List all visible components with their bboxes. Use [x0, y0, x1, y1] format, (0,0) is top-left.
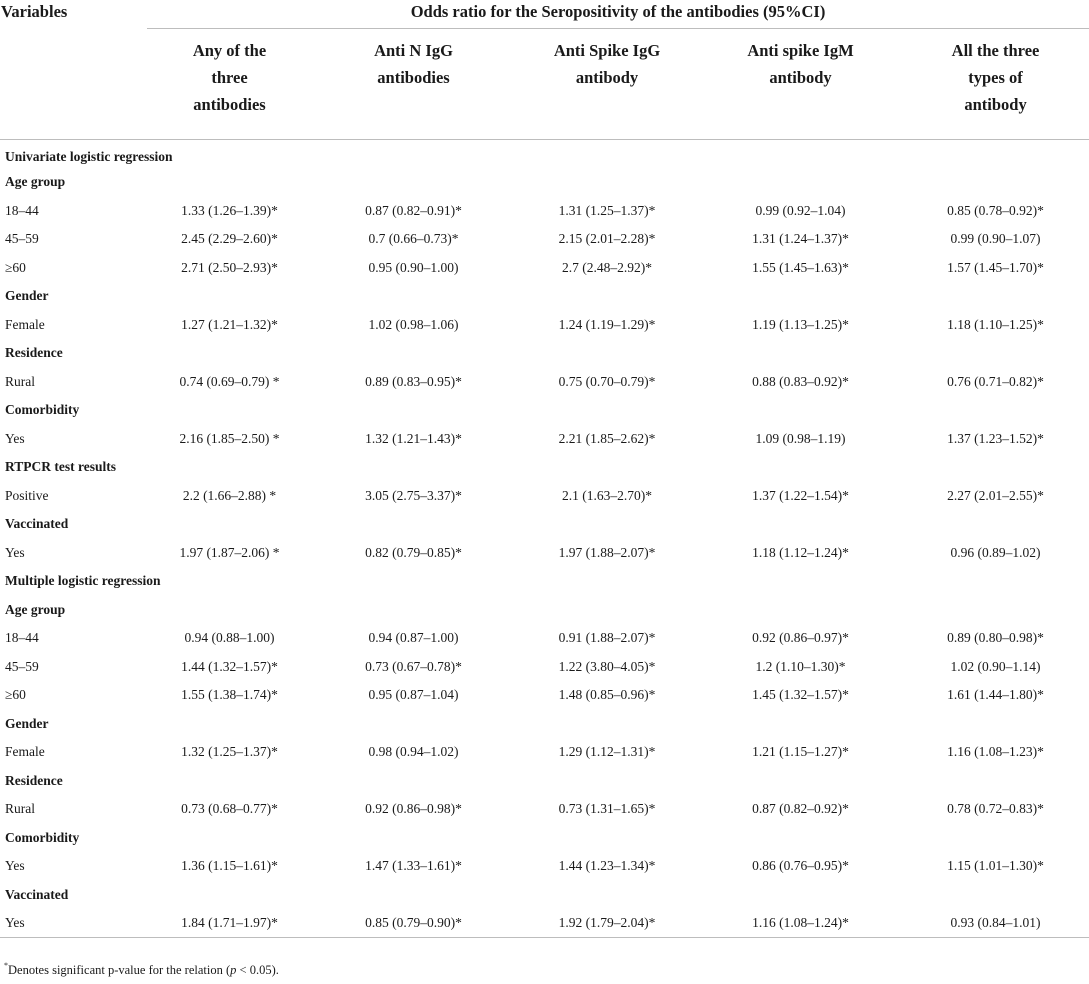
- section-row: [0, 453, 1089, 482]
- odds-ratio-cell: 0.7 (0.66–0.73)*: [368, 231, 459, 247]
- row-label: Yes: [5, 858, 25, 874]
- row-label: 18–44: [5, 630, 39, 646]
- column-header-line: types of: [968, 68, 1023, 87]
- odds-ratio-cell: 0.94 (0.88–1.00): [184, 630, 275, 646]
- odds-ratio-cell: 0.82 (0.79–0.85)*: [365, 544, 462, 560]
- section-row: [0, 567, 1089, 596]
- section-label: Residence: [5, 345, 63, 361]
- odds-ratio-cell: 0.75 (0.70–0.79)*: [558, 373, 656, 389]
- odds-ratio-cell: 2.15 (2.01–2.28)*: [558, 231, 656, 247]
- odds-ratio-cell: 0.73 (0.67–0.78)*: [365, 658, 462, 674]
- odds-ratio-cell: 1.47 (1.33–1.61)*: [365, 858, 462, 874]
- table-row: [0, 795, 1089, 824]
- odds-ratio-cell: 2.2 (1.66–2.88) *: [182, 487, 277, 503]
- column-header-3: [515, 29, 699, 140]
- odds-ratio-cell: 0.73 (1.31–1.65)*: [558, 801, 656, 817]
- row-label: Rural: [5, 801, 35, 817]
- section-label: Vaccinated: [5, 516, 69, 532]
- odds-ratio-cell: 0.88 (0.83–0.92)*: [752, 373, 849, 389]
- section-label: Age group: [5, 174, 66, 190]
- header-row-top: [0, 0, 1089, 29]
- odds-ratio-cell: 1.57 (1.45–1.70)*: [947, 259, 1044, 275]
- odds-ratio-cell: 0.99 (0.90–1.07): [950, 231, 1041, 247]
- odds-ratio-cell: 0.86 (0.76–0.95)*: [752, 858, 849, 874]
- table-body: [0, 140, 1089, 938]
- footnote-text-before: Denotes significant p-value for the relation (: [8, 963, 231, 977]
- column-header-line: antibody: [769, 68, 832, 87]
- odds-ratio-cell: 0.76 (0.71–0.82)*: [947, 373, 1044, 389]
- table-row: [0, 852, 1089, 881]
- column-header-line: Anti spike IgM: [747, 41, 854, 60]
- row-label: Female: [5, 316, 45, 332]
- odds-ratio-cell: 3.05 (2.75–3.37)*: [365, 487, 462, 503]
- section-row: [0, 168, 1089, 197]
- odds-ratio-cell: 0.89 (0.80–0.98)*: [947, 630, 1044, 646]
- column-header-1: [147, 29, 312, 140]
- odds-ratio-cell: 1.18 (1.10–1.25)*: [947, 316, 1044, 332]
- odds-ratio-cell: 0.93 (0.84–1.01): [902, 909, 1089, 938]
- column-header-line: Anti N IgG: [374, 41, 453, 60]
- odds-ratio-cell: 2.27 (2.01–2.55)*: [947, 487, 1044, 503]
- column-header-line: antibody: [964, 95, 1027, 114]
- table-row: [0, 681, 1089, 710]
- row-label: 45–59: [5, 658, 39, 674]
- odds-ratio-cell: 0.96 (0.89–1.02): [950, 544, 1041, 560]
- row-label: Female: [5, 744, 45, 760]
- section-label: Vaccinated: [5, 886, 69, 902]
- odds-ratio-cell: 1.33 (1.26–1.39)*: [181, 202, 278, 218]
- odds-ratio-cell: 1.55 (1.45–1.63)*: [752, 259, 849, 275]
- odds-ratio-cell: 2.7 (2.48–2.92)*: [562, 259, 652, 275]
- row-label: Yes: [5, 544, 25, 560]
- section-label: RTPCR test results: [5, 459, 117, 475]
- odds-ratio-cell: 0.98 (0.94–1.02): [368, 744, 459, 760]
- odds-ratio-cell: 1.44 (1.23–1.34)*: [558, 858, 656, 874]
- header-row-columns: [0, 29, 1089, 140]
- section-row: [0, 140, 1089, 169]
- odds-ratio-cell: 1.32 (1.25–1.37)*: [181, 744, 278, 760]
- odds-ratio-cell: 0.99 (0.92–1.04): [755, 202, 846, 218]
- odds-ratio-cell: 0.95 (0.90–1.00): [368, 259, 459, 275]
- section-label: Univariate logistic regression: [5, 149, 173, 164]
- table-row: [0, 254, 1089, 283]
- section-row: [0, 282, 1089, 311]
- row-label: ≥60: [5, 259, 26, 275]
- table-row: [0, 738, 1089, 767]
- odds-ratio-cell: 1.09 (0.98–1.19): [755, 430, 846, 446]
- odds-ratio-cell: 1.45 (1.32–1.57)*: [752, 687, 849, 703]
- odds-ratio-cell: 1.02 (0.90–1.14): [950, 658, 1041, 674]
- column-header-line: antibodies: [377, 68, 450, 87]
- odds-ratio-cell: 1.48 (0.85–0.96)*: [558, 687, 656, 703]
- table-row: [0, 311, 1089, 340]
- odds-ratio-cell: 1.37 (1.22–1.54)*: [752, 487, 849, 503]
- footnote-text-after: < 0.05).: [236, 963, 279, 977]
- section-row: [0, 596, 1089, 625]
- row-label: Yes: [5, 430, 25, 446]
- odds-ratio-cell: 1.24 (1.19–1.29)*: [558, 316, 656, 332]
- section-row: [0, 396, 1089, 425]
- odds-ratio-cell: 0.89 (0.83–0.95)*: [365, 373, 462, 389]
- odds-ratio-cell: 1.15 (1.01–1.30)*: [947, 858, 1044, 874]
- section-label: Gender: [5, 715, 49, 731]
- odds-ratio-cell: 1.16 (1.08–1.23)*: [947, 744, 1044, 760]
- table-row: [0, 425, 1089, 454]
- odds-ratio-cell: 2.1 (1.63–2.70)*: [562, 487, 652, 503]
- section-row: [0, 881, 1089, 910]
- table-row: [0, 624, 1089, 653]
- table-row: [0, 368, 1089, 397]
- row-label: Rural: [5, 373, 35, 389]
- section-label: Gender: [5, 288, 49, 304]
- odds-ratio-cell: 0.92 (0.86–0.97)*: [752, 630, 849, 646]
- column-header-2: [312, 29, 515, 140]
- odds-ratio-cell: 0.87 (0.82–0.91)*: [365, 202, 462, 218]
- odds-ratio-cell: 1.22 (3.80–4.05)*: [558, 658, 656, 674]
- table-row: [0, 482, 1089, 511]
- odds-ratio-cell: 1.27 (1.21–1.32)*: [181, 316, 278, 332]
- odds-ratio-cell: 1.44 (1.32–1.57)*: [181, 658, 278, 674]
- row-label: Yes: [0, 909, 147, 938]
- odds-ratio-cell: 1.92 (1.79–2.04)*: [515, 909, 699, 938]
- table-row: [0, 197, 1089, 226]
- row-label: Positive: [5, 487, 49, 503]
- table-row: [0, 653, 1089, 682]
- odds-ratio-cell: 0.78 (0.72–0.83)*: [947, 801, 1044, 817]
- odds-ratio-cell: 1.16 (1.08–1.24)*: [699, 909, 902, 938]
- table-row: [0, 539, 1089, 568]
- odds-ratio-cell: 0.74 (0.69–0.79) *: [179, 373, 280, 389]
- odds-ratio-cell: 1.19 (1.13–1.25)*: [752, 316, 849, 332]
- section-row: [0, 339, 1089, 368]
- odds-ratio-cell: 1.18 (1.12–1.24)*: [752, 544, 849, 560]
- row-label: ≥60: [5, 687, 26, 703]
- column-header-line: All the three: [951, 41, 1040, 60]
- variables-header-spacer: [0, 29, 147, 140]
- section-label: Residence: [5, 772, 63, 788]
- odds-ratio-cell: 0.85 (0.78–0.92)*: [947, 202, 1044, 218]
- odds-ratio-cell: 2.45 (2.29–2.60)*: [181, 231, 278, 247]
- section-row: [0, 767, 1089, 796]
- odds-ratio-cell: 0.92 (0.86–0.98)*: [365, 801, 462, 817]
- odds-ratio-cell: 1.2 (1.10–1.30)*: [755, 658, 846, 674]
- column-header-line: Anti Spike IgG: [553, 41, 661, 60]
- odds-ratio-cell: 1.31 (1.24–1.37)*: [752, 231, 849, 247]
- odds-ratio-cell: 0.73 (0.68–0.77)*: [181, 801, 278, 817]
- odds-ratio-cell: 2.71 (2.50–2.93)*: [181, 259, 278, 275]
- section-label: Comorbidity: [5, 402, 80, 418]
- odds-ratio-cell: 0.87 (0.82–0.92)*: [752, 801, 849, 817]
- odds-ratio-cell: 1.21 (1.15–1.27)*: [752, 744, 849, 760]
- odds-ratio-cell: 0.94 (0.87–1.00): [368, 630, 459, 646]
- odds-ratio-cell: 1.55 (1.38–1.74)*: [181, 687, 278, 703]
- column-header-line: Any of the: [192, 41, 267, 60]
- table-row: [0, 225, 1089, 254]
- odds-ratio-cell: 1.29 (1.12–1.31)*: [558, 744, 656, 760]
- footnote-marker: *: [4, 961, 8, 970]
- odds-ratio-cell: 1.02 (0.98–1.06): [368, 316, 459, 332]
- odds-ratio-cell: 0.91 (1.88–2.07)*: [558, 630, 656, 646]
- column-header-line: antibodies: [193, 95, 266, 114]
- group-header: Odds ratio for the Seropositivity of the antibodies (95%CI): [147, 0, 1089, 29]
- column-header-line: antibody: [575, 68, 639, 87]
- odds-ratio-cell: 2.21 (1.85–2.62)*: [558, 430, 656, 446]
- column-header-line: three: [211, 68, 248, 87]
- table-row: [0, 909, 1089, 938]
- section-label: Comorbidity: [5, 829, 80, 845]
- odds-ratio-cell: 1.97 (1.88–2.07)*: [558, 544, 656, 560]
- odds-ratio-cell: 0.85 (0.79–0.90)*: [312, 909, 515, 938]
- odds-ratio-cell: 1.61 (1.44–1.80)*: [947, 687, 1044, 703]
- odds-ratio-cell: 1.37 (1.23–1.52)*: [947, 430, 1044, 446]
- row-label: 45–59: [5, 231, 39, 247]
- odds-ratio-cell: 1.32 (1.21–1.43)*: [365, 430, 462, 446]
- section-label: Age group: [5, 601, 66, 617]
- variables-header: Variables: [1, 2, 68, 21]
- odds-ratio-cell: 1.84 (1.71–1.97)*: [147, 909, 312, 938]
- odds-ratio-cell: 2.16 (1.85–2.50) *: [179, 430, 280, 446]
- column-header-5: [902, 29, 1089, 140]
- section-row: [0, 710, 1089, 739]
- section-row: [0, 510, 1089, 539]
- section-row: [0, 824, 1089, 853]
- row-label: 18–44: [5, 202, 39, 218]
- odds-ratio-cell: 1.36 (1.15–1.61)*: [181, 858, 278, 874]
- footnote-italic-p: p: [230, 963, 237, 977]
- odds-ratio-cell: 0.95 (0.87–1.04): [368, 687, 459, 703]
- odds-ratio-cell: 1.97 (1.87–2.06) *: [179, 544, 280, 560]
- section-label: Multiple logistic regression: [5, 573, 161, 589]
- odds-ratio-cell: 1.31 (1.25–1.37)*: [558, 202, 656, 218]
- column-header-4: [699, 29, 902, 140]
- footnote: [4, 962, 279, 978]
